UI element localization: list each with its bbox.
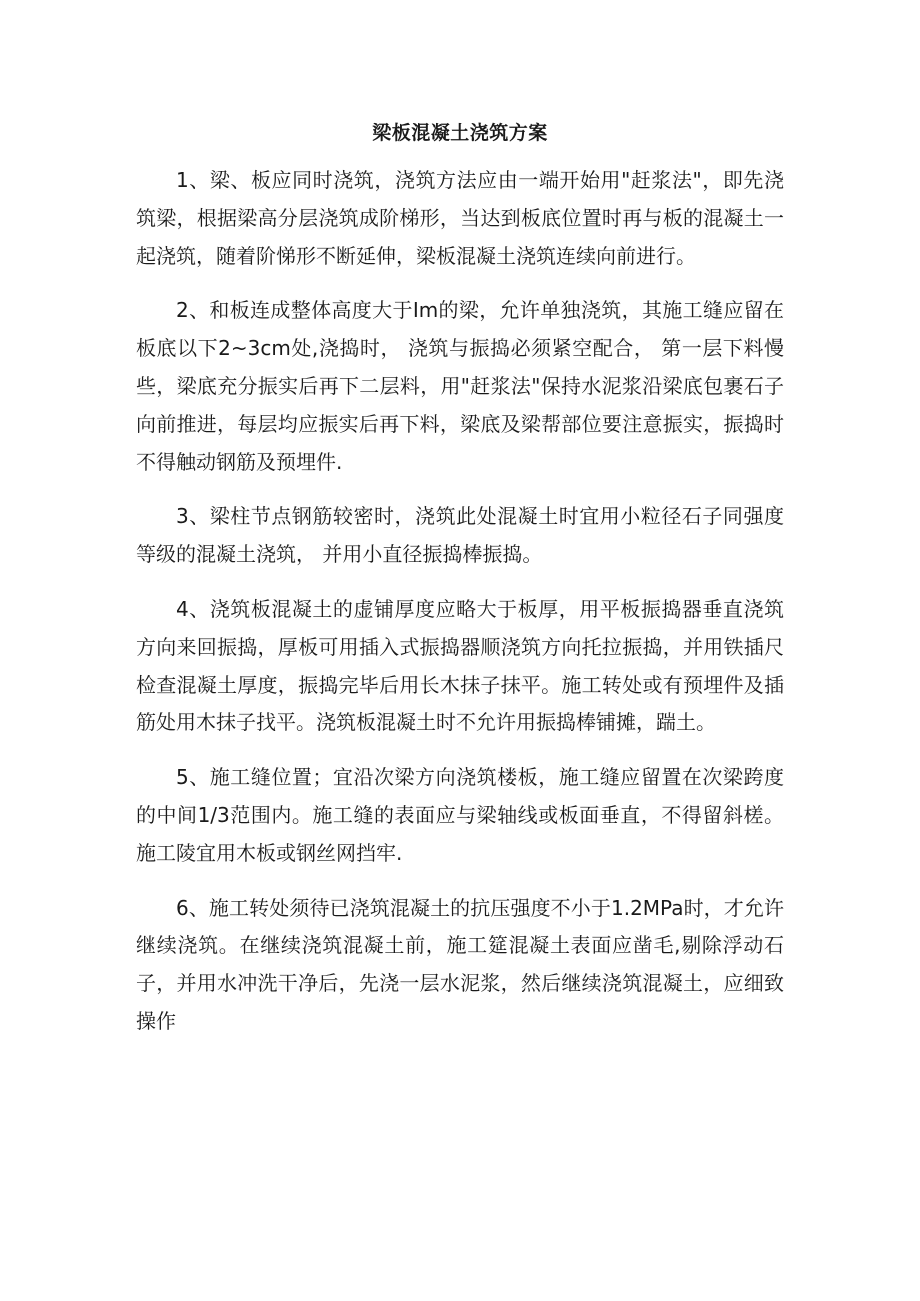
document-body (136, 162, 784, 1041)
document-title: 梁板混凝土浇筑方案 (372, 122, 548, 144)
paragraph-2: 2、和板连成整体高度大于Im的梁，允许单独浇筑，其施工缝应留在板底以下2~3cm处,浇捣时， 浇筑与振捣必须紧空配合， 第一层下料慢些，梁底充分振实后再下二层料，用"赶浆法"保持水泥浆沿梁底包裹石子向前推进，每层均应振实后再下料，梁底及梁帮部位要注意振实，振捣时不得触动钢筋及预埋件. (136, 298, 784, 474)
paragraph-4: 4、浇筑板混凝土的虚铺厚度应略大于板厚，用平板振捣器垂直浇筑方向来回振捣，厚板可用插入式振捣器顺浇筑方向托拉振捣，并用铁插尺检查混凝土厚度，振捣完毕后用长木抹子抹平。施工转处或有预埋件及插筋处用木抹子找平。浇筑板混凝土时不允许用振捣棒铺摊，踹土。 (136, 596, 784, 735)
paragraph-1: 1、梁、板应同时浇筑，浇筑方法应由一端开始用"赶浆法"，即先浇筑梁，根据梁高分层浇筑成阶梯形，当达到板底位置时再与板的混凝土一起浇筑，随着阶悌形不断延伸，梁板混凝土浇筑连续向前进行。 (136, 168, 784, 268)
paragraph-6: 6、施工转处须待已浇筑混凝土的抗压强度不小于1.2MPa时，才允许继续浇筑。在继续浇筑混凝土前，施工筵混凝土表面应凿毛,剔除浮动石子，并用水冲洗干净后，先浇一层水泥浆，然后继续浇筑混凝土，应细致操作 (136, 895, 784, 1033)
paragraph-5: 5、施工缝位置；宜沿次梁方向浇筑楼板，施工缝应留置在次梁跨度的中间1/3范围内。施工缝的表面应与梁轴线或板面垂直，不得留斜槎。施工陵宜用木板或钢丝网挡牢. (136, 765, 784, 865)
paragraph-3: 3、梁柱节点钢筋较密时，浇筑此处混凝土时宜用小粒径石子同强度等级的混凝土浇筑， 并用小直径振捣棒振捣。 (136, 504, 784, 567)
